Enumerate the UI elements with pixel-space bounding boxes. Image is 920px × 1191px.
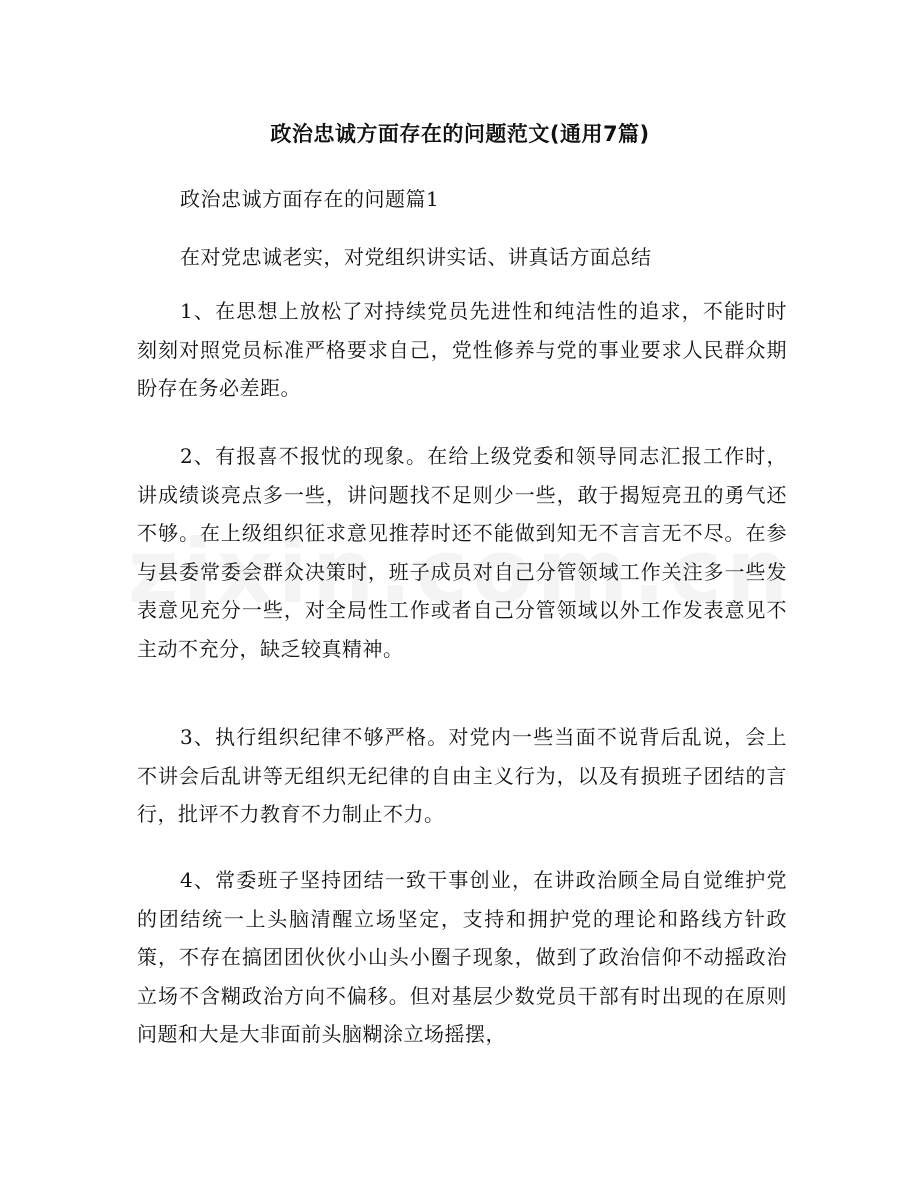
paragraph-4: 4、常委班子坚持团结一致干事创业，在讲政治顾全局自觉维护党的团结统一上头脑清醒立场坚定，支持和拥护党的理论和路线方针政策，不存在搞团团伙伙小山头小圈子现象，做到了政治信仰不动摇政治立场不含糊政治方向不偏移。但对基层少数党员干部有时出现的在原则问题和大是大非面前头脑糊涂立场摇摆， <box>137 868 787 1046</box>
paragraph-1: 1、在思想上放松了对持续党员先进性和纯洁性的追求，不能时时刻刻对照党员标准严格要求自己，党性修养与党的事业要求人民群众期盼存在务必差距。 <box>137 299 787 400</box>
paragraph-3: 3、执行组织纪律不够严格。对党内一些当面不说背后乱说，会上不讲会后乱讲等无组织无纪律的自由主义行为，以及有损班子团结的言行，批评不力教育不力制止不力。 <box>137 725 787 826</box>
paragraph-2: 2、有报喜不报忧的现象。在给上级党委和领导同志汇报工作时，讲成绩谈亮点多一些，讲问题找不足则少一些，敢于揭短亮丑的勇气还不够。在上级组织征求意见推荐时还不能做到知无不言言无不尽。在参与县委常委会群众决策时，班子成员对自己分管领域工作关注多一些发表意见充分一些，对全局性工作或者自己分管领域以外工作发表意见不主动不充分，缺乏较真精神。 <box>137 444 787 661</box>
section-heading: 政治忠诚方面存在的问题篇1 <box>180 187 440 211</box>
subheading: 在对党忠诚老实，对党组织讲实话、讲真话方面总结 <box>180 245 652 269</box>
document-title: 政治忠诚方面存在的问题范文(通用7篇) <box>270 122 650 146</box>
